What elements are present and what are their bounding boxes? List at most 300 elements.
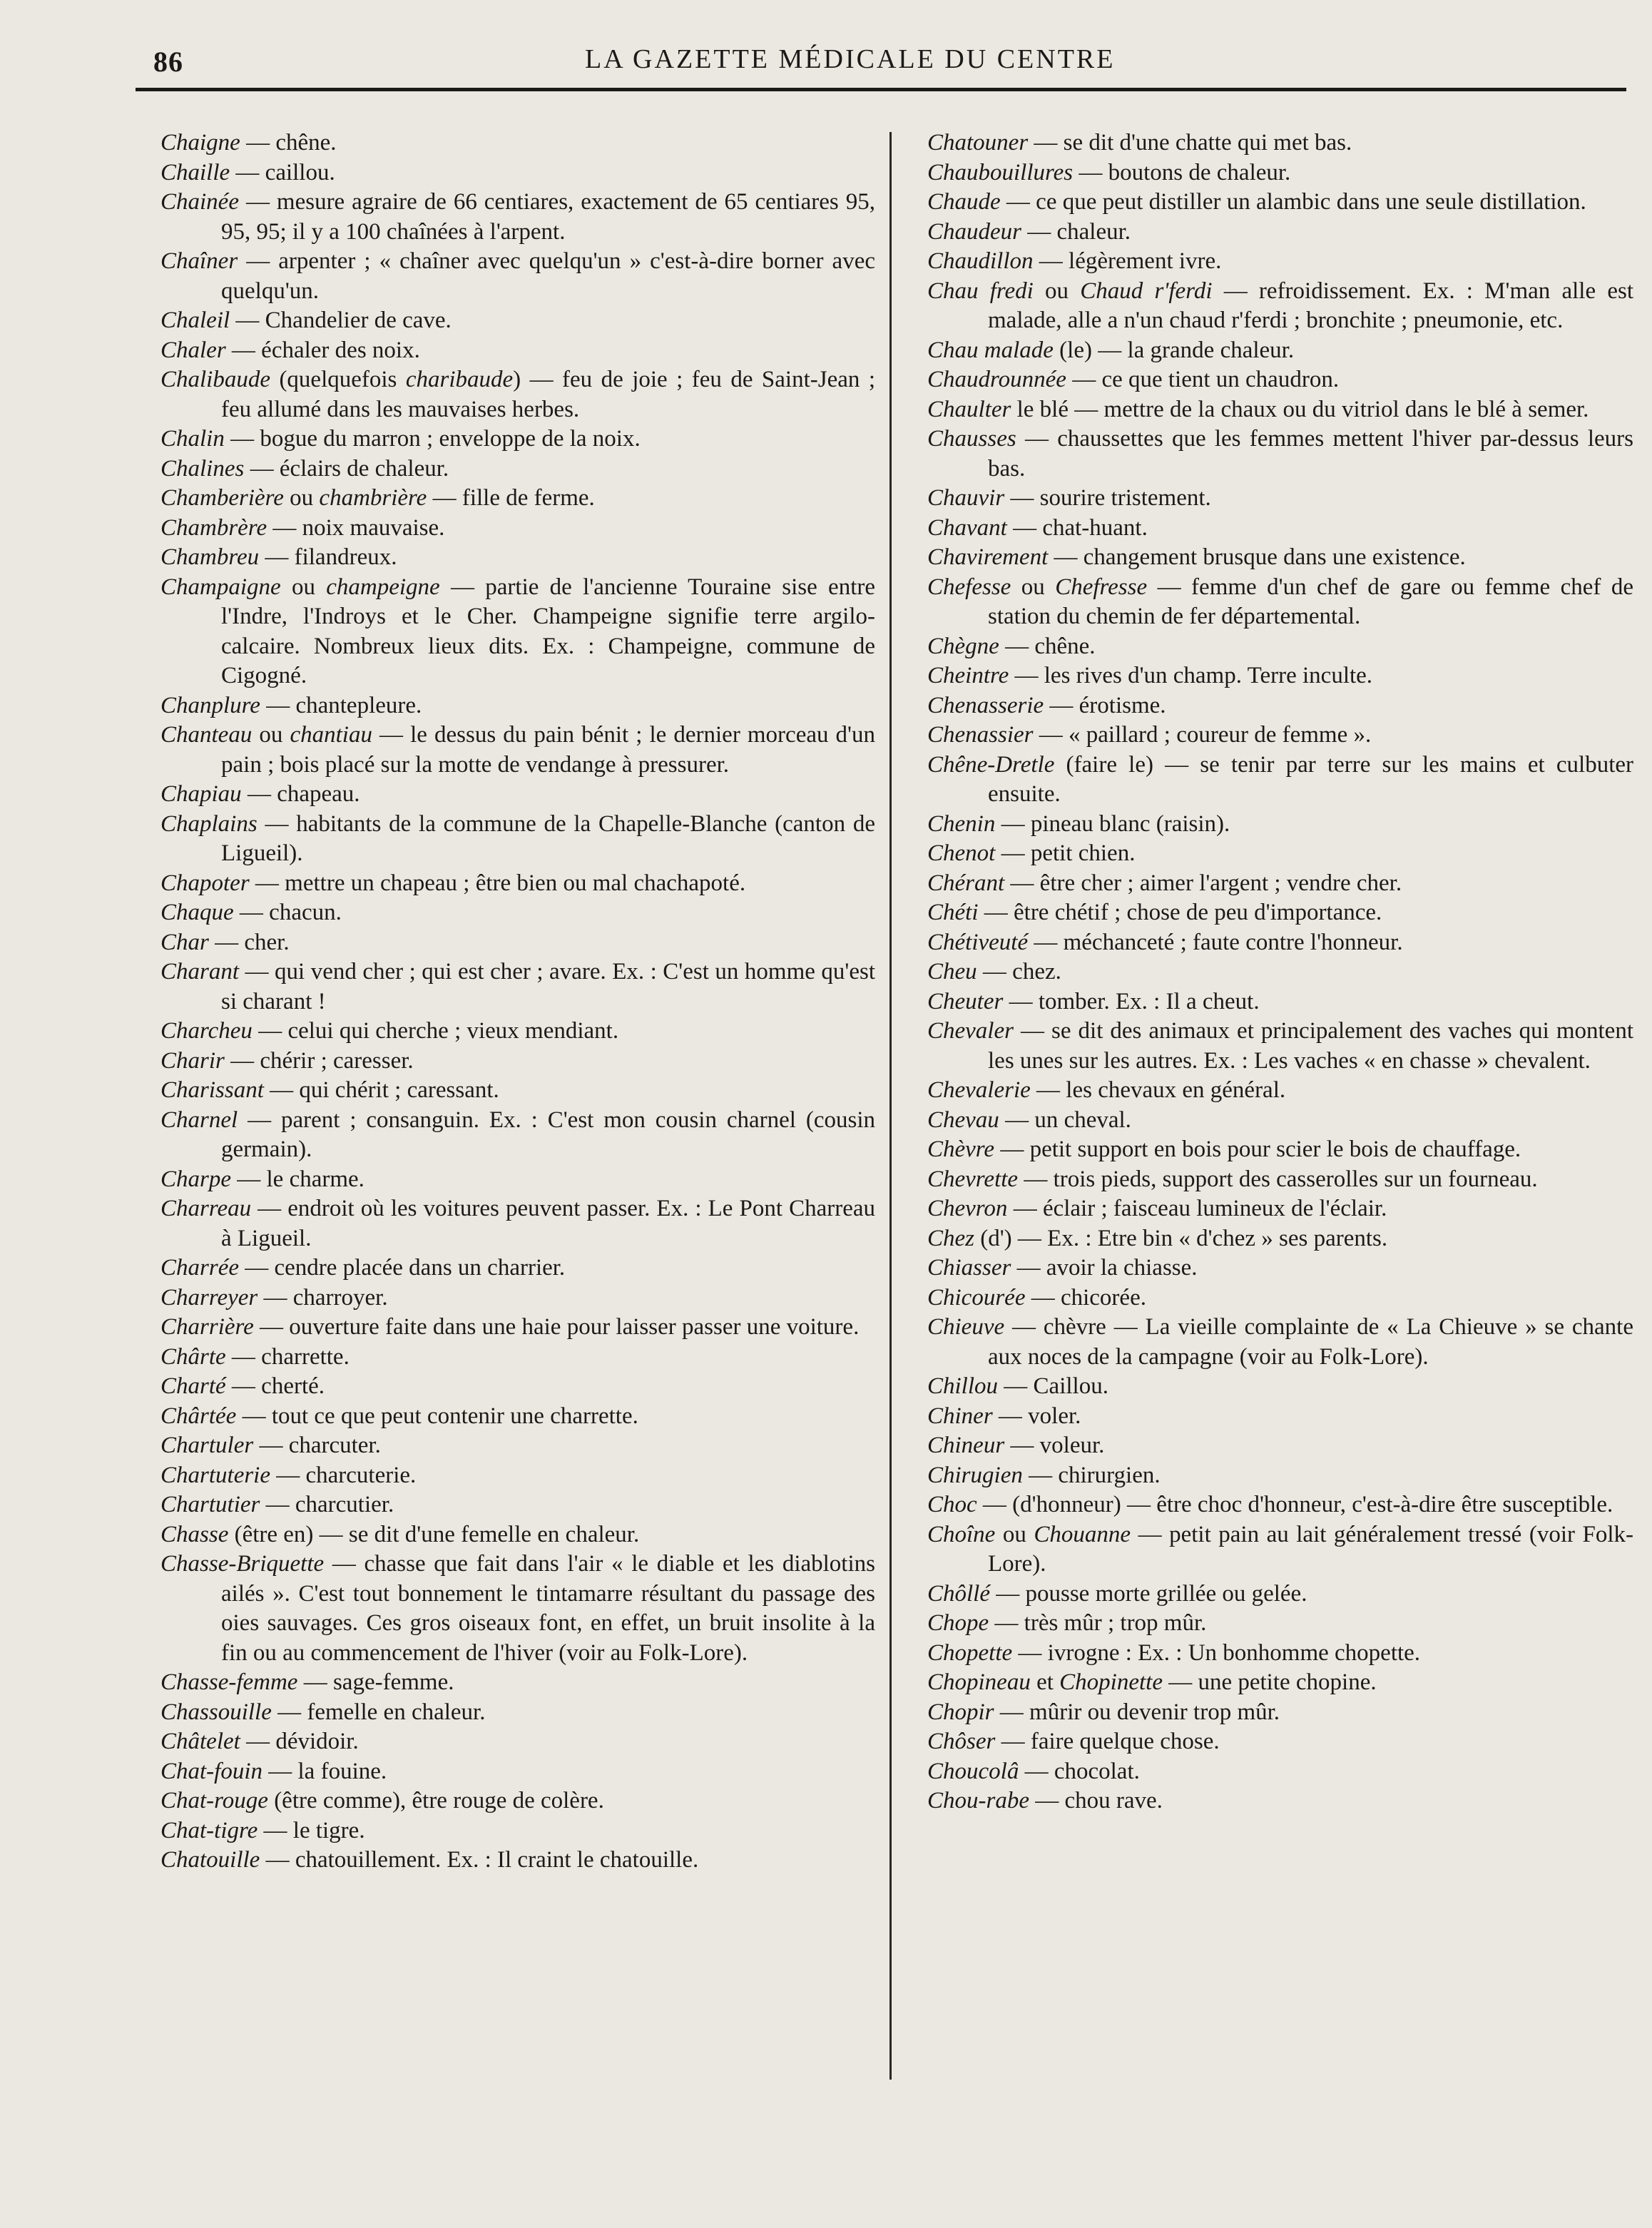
entry-definition: — parent ; consanguin. Ex. : C'est mon cousin charnel (cousin germain). <box>221 1107 875 1162</box>
dictionary-entry <box>927 1786 1633 1816</box>
entry-headword: Chaudrounnée <box>927 367 1066 392</box>
entry-definition: — femme d'un chef de gare ou femme chef de station du chemin de fer départemental. <box>988 574 1633 629</box>
dictionary-entry <box>160 1816 875 1846</box>
entry-headword: Chaudeur <box>927 218 1021 245</box>
entry-definition: — tout ce que peut contenir une charrette. <box>236 1403 638 1429</box>
entry-definition: — chou rave. <box>1029 1788 1163 1814</box>
entry-headword: Chaud r'ferdi <box>1080 278 1213 304</box>
entry-headword: Chausses <box>927 426 1016 452</box>
entry-definition: — ouverture faite dans une haie pour laisser passer une voiture. <box>253 1314 860 1340</box>
dictionary-entry <box>927 1520 1633 1580</box>
entry-headword: Chasse-femme <box>160 1669 298 1695</box>
right-column <box>927 128 1633 1816</box>
dictionary-entry <box>160 188 875 247</box>
header-rule <box>136 88 1626 91</box>
dictionary-entry <box>927 810 1633 840</box>
entry-headword: Chez <box>927 1225 974 1251</box>
dictionary-entry <box>927 1402 1633 1432</box>
dictionary-entry <box>927 869 1633 899</box>
entry-definition: — se dit d'une chatte qui met bas. <box>1028 130 1352 156</box>
entry-definition: — femelle en chaleur. <box>271 1699 486 1725</box>
entry-headword: Chevaler <box>927 1018 1014 1044</box>
entry-headword: Chevau <box>927 1107 999 1133</box>
entry-definition: — (d'honneur) — être choc d'honneur, c'est-à-dire être susceptible. <box>977 1492 1613 1517</box>
dictionary-entry <box>927 158 1633 188</box>
dictionary-entry <box>160 1786 875 1816</box>
entry-headword: Chaîner <box>160 248 238 274</box>
dictionary-entry <box>927 247 1633 277</box>
dictionary-entry <box>927 661 1633 691</box>
dictionary-entry <box>927 1727 1633 1757</box>
entry-headword: Chartutier <box>160 1492 260 1517</box>
entry-headword: Chaubouillures <box>927 159 1074 185</box>
dictionary-entry <box>160 898 875 928</box>
entry-definition: — charroyer. <box>258 1284 388 1311</box>
entry-definition: — éclairs de chaleur. <box>244 455 449 482</box>
dictionary-entry <box>160 957 875 1017</box>
dictionary-entry <box>160 1283 875 1313</box>
dictionary-entry <box>160 691 875 721</box>
entry-headword: Chétiveuté <box>927 929 1029 955</box>
dictionary-entry <box>160 1313 875 1343</box>
entry-definition: ou <box>280 574 327 600</box>
entry-headword: Chaille <box>160 159 230 185</box>
entry-headword: Chôser <box>927 1729 996 1754</box>
entry-definition: — chat-huant. <box>1006 514 1148 541</box>
entry-headword: Chat-tigre <box>160 1817 258 1843</box>
entry-headword: Chaigne <box>160 130 240 156</box>
entry-headword: Chaude <box>927 189 1001 215</box>
dictionary-entry <box>160 1520 875 1550</box>
dictionary-entry <box>927 1313 1633 1372</box>
entry-definition: — chérir ; caresser. <box>224 1047 414 1074</box>
entry-headword: Chaudillon <box>927 248 1034 274</box>
entry-definition: — charcutier. <box>260 1492 394 1517</box>
dictionary-entry <box>927 1017 1633 1076</box>
entry-definition: — chicorée. <box>1025 1284 1146 1311</box>
entry-definition: — chirurgien. <box>1022 1462 1161 1488</box>
entry-definition: — chantepleure. <box>260 692 422 718</box>
dictionary-entry <box>927 1372 1633 1402</box>
entry-definition: — faire quelque chose. <box>995 1729 1220 1754</box>
entry-definition: — mettre un chapeau ; être bien ou mal chachapoté. <box>249 870 746 896</box>
entry-definition: — éclair ; faisceau lumineux de l'éclair. <box>1007 1196 1387 1221</box>
dictionary-entry <box>927 1461 1633 1491</box>
entry-definition: — chaussettes que les femmes mettent l'hiver par-dessus leurs bas. <box>988 426 1633 482</box>
dictionary-entry <box>160 514 875 544</box>
dictionary-entry <box>160 1076 875 1106</box>
dictionary-entry <box>160 573 875 691</box>
dictionary-entry <box>160 365 875 424</box>
entry-definition: — chez. <box>977 959 1061 985</box>
entry-definition: — habitants de la commune de la Chapelle-Blanche (canton de Ligueil). <box>221 810 875 866</box>
entry-definition: — une petite chopine. <box>1162 1669 1377 1695</box>
entry-definition: — noix mauvaise. <box>267 514 445 541</box>
entry-headword: Chevalerie <box>927 1077 1031 1103</box>
entry-headword: Cheu <box>927 959 977 985</box>
entry-headword: Chaplains <box>160 810 258 837</box>
entry-definition: — la fouine. <box>262 1758 387 1784</box>
dictionary-entry <box>927 1194 1633 1224</box>
dictionary-entry <box>160 1017 875 1047</box>
entry-definition: — érotisme. <box>1044 692 1166 718</box>
dictionary-entry <box>160 1047 875 1077</box>
dictionary-entry <box>927 336 1633 366</box>
entry-headword: Chineur <box>927 1433 1005 1458</box>
dictionary-entry <box>160 1253 875 1283</box>
entry-headword: Chapoter <box>160 870 250 896</box>
entry-headword: Chalines <box>160 455 245 482</box>
entry-definition: — filandreux. <box>259 544 397 570</box>
entry-headword: Charté <box>160 1373 226 1399</box>
entry-headword: Chou-rabe <box>927 1788 1029 1814</box>
dictionary-entry <box>160 1343 875 1373</box>
entry-definition: (quelquefois <box>270 367 406 392</box>
dictionary-entry <box>160 1727 875 1757</box>
entry-headword: Chopinette <box>1059 1669 1163 1695</box>
entry-definition: — caillou. <box>230 159 335 185</box>
entry-headword: Chenot <box>927 840 996 866</box>
entry-definition: — les chevaux en général. <box>1030 1077 1286 1103</box>
dictionary-entry <box>927 839 1633 869</box>
dictionary-entry <box>160 484 875 514</box>
dictionary-entry <box>927 721 1633 751</box>
entry-headword: Chevron <box>927 1196 1008 1221</box>
dictionary-entry <box>927 1609 1633 1639</box>
entry-headword: Chalin <box>160 426 225 452</box>
entry-headword: Charrière <box>160 1314 254 1340</box>
entry-headword: Chefresse <box>1055 574 1148 600</box>
entry-headword: Char <box>160 929 209 955</box>
entry-headword: Charpe <box>160 1166 231 1192</box>
entry-headword: Chérant <box>927 870 1005 896</box>
entry-definition: — arpenter ; « chaîner avec quelqu'un » c'est-à-dire borner avec quelqu'un. <box>221 248 875 304</box>
dictionary-entry <box>160 721 875 780</box>
entry-definition: — dévidoir. <box>240 1729 359 1754</box>
dictionary-entry <box>160 454 875 484</box>
dictionary-entry <box>927 1283 1633 1313</box>
entry-headword: Champaigne <box>160 574 281 600</box>
entry-definition: — légèrement ivre. <box>1033 248 1222 274</box>
entry-headword: charibaude <box>405 367 514 392</box>
column-divider <box>889 132 892 2080</box>
entry-definition: — le tigre. <box>258 1817 365 1843</box>
entry-definition: — le dessus du pain bénit ; le dernier morceau d'un pain ; bois placé sur la motte de vendange à pressurer. <box>221 722 876 778</box>
entry-definition: — chatouillement. Ex. : Il craint le chatouille. <box>260 1847 699 1873</box>
entry-headword: Chefesse <box>927 574 1011 600</box>
entry-definition: ) — feu de joie ; feu de Saint-Jean ; feu allumé dans les mauvaises herbes. <box>221 367 875 422</box>
entry-definition: — celui qui cherche ; vieux mendiant. <box>252 1018 619 1044</box>
entry-definition: — chapeau. <box>241 781 360 807</box>
entry-headword: Chenin <box>927 810 996 837</box>
entry-headword: Chârte <box>160 1343 226 1370</box>
entry-definition: (être comme), être rouge de colère. <box>267 1788 604 1814</box>
entry-definition: — pousse morte grillée ou gelée. <box>990 1580 1307 1607</box>
entry-definition: — fille de ferme. <box>427 485 595 511</box>
entry-definition: — cherté. <box>225 1373 325 1399</box>
dictionary-entry <box>160 1461 875 1491</box>
dictionary-entry <box>160 1372 875 1402</box>
dictionary-entry <box>160 1550 875 1668</box>
entry-definition: — qui chérit ; caressant. <box>263 1077 499 1103</box>
dictionary-entry <box>927 1076 1633 1106</box>
entry-definition: — voler. <box>992 1403 1081 1429</box>
entry-headword: Chatouner <box>927 130 1029 156</box>
entry-headword: Chatouille <box>160 1847 260 1873</box>
entry-headword: Charnel <box>160 1107 238 1133</box>
entry-headword: Chat-fouin <box>160 1758 263 1784</box>
entry-definition: — endroit où les voitures peuvent passer. Ex. : Le Pont Charreau à Ligueil. <box>221 1196 875 1251</box>
entry-headword: Chaler <box>160 337 226 363</box>
entry-definition: — qui vend cher ; qui est cher ; avare. Ex. : C'est un homme qu'est si charant ! <box>221 959 875 1014</box>
entry-headword: Chârtée <box>160 1403 237 1429</box>
entry-definition: — ce que tient un chaudron. <box>1066 367 1340 392</box>
dictionary-entry <box>927 632 1633 662</box>
dictionary-entry <box>160 780 875 810</box>
entry-definition: — petit support en bois pour scier le bois de chauffage. <box>994 1136 1521 1162</box>
left-column <box>160 128 875 1876</box>
entry-headword: Chassouille <box>160 1699 272 1725</box>
entry-headword: chambrière <box>319 485 427 511</box>
entry-headword: Chamberière <box>160 485 284 511</box>
dictionary-entry <box>927 751 1633 810</box>
entry-definition: — petit pain au lait généralement tressé (voir Folk-Lore). <box>988 1521 1634 1577</box>
entry-headword: Chêne-Dretle <box>927 751 1055 778</box>
entry-definition: — se dit des animaux et principalement des vaches qui montent les unes sur les autres. Ex. : Les vaches « en chasse » chevalent. <box>988 1018 1633 1074</box>
entry-definition: — ivrogne : Ex. : Un bonhomme chopette. <box>1012 1639 1421 1666</box>
entry-headword: Chauvir <box>927 485 1005 511</box>
dictionary-entry <box>927 1757 1633 1787</box>
entry-definition: et <box>1030 1669 1060 1695</box>
entry-headword: Charreau <box>160 1196 252 1221</box>
entry-headword: Chillou <box>927 1373 999 1399</box>
entry-definition: — bogue du marron ; enveloppe de la noix. <box>224 426 641 452</box>
entry-headword: Chambrère <box>160 514 267 541</box>
entry-definition: — partie de l'ancienne Touraine sise entre l'Indre, l'Indroys et le Cher. Champeigne signifie terre argilo-calcaire. Nombreux lieux dits. Ex. : Champeigne, commune de Cigogné. <box>221 574 875 688</box>
entry-headword: Chambreu <box>160 544 260 570</box>
entry-definition: (d') — Ex. : Etre bin « d'chez » ses parents. <box>974 1225 1388 1251</box>
page-header <box>0 39 1652 82</box>
entry-definition: — mûrir ou devenir trop mûr. <box>994 1699 1280 1725</box>
entry-definition: — charcuterie. <box>270 1462 417 1488</box>
entry-definition: — être cher ; aimer l'argent ; vendre cher. <box>1004 870 1402 896</box>
entry-headword: Chirugien <box>927 1462 1023 1488</box>
entry-headword: Châtelet <box>160 1729 240 1754</box>
entry-headword: Chiasser <box>927 1255 1011 1281</box>
dictionary-entry <box>927 1580 1633 1609</box>
dictionary-entry <box>160 810 875 869</box>
dictionary-entry <box>160 869 875 899</box>
entry-definition: — « paillard ; coureur de femme ». <box>1033 722 1372 748</box>
dictionary-entry <box>927 1106 1633 1136</box>
entry-definition: ou <box>1033 278 1081 304</box>
dictionary-entry <box>927 514 1633 544</box>
entry-definition: (le) — la grande chaleur. <box>1053 337 1295 363</box>
entry-definition: ou <box>995 1521 1034 1547</box>
entry-headword: Chartuler <box>160 1433 254 1458</box>
entry-definition: — les rives d'un champ. Terre inculte. <box>1009 663 1373 688</box>
dictionary-entry <box>927 928 1633 958</box>
entry-definition: — charrette. <box>225 1343 350 1370</box>
entry-headword: Chasse <box>160 1521 229 1547</box>
entry-headword: Charreyer <box>160 1284 258 1311</box>
dictionary-entry <box>160 424 875 454</box>
entry-headword: Charcheu <box>160 1018 253 1044</box>
entry-definition: ou <box>1011 574 1056 600</box>
entry-definition: — pineau blanc (raisin). <box>995 810 1230 837</box>
entry-headword: Chaque <box>160 900 234 925</box>
entry-definition: — un cheval. <box>999 1107 1131 1133</box>
entry-definition: — chasse que fait dans l'air « le diable et les diablotins ailés ». C'est tout bonnement le tintamarre résultant du passage des oies sauvages. Ces gros oiseaux font, en effet, un bruit insolite à la fin ou au commencement de l'hiver (voir au Folk-Lore). <box>221 1551 875 1666</box>
dictionary-entry <box>927 898 1633 928</box>
entry-headword: Chôllé <box>927 1580 990 1607</box>
entry-definition: — Caillou. <box>998 1373 1108 1399</box>
entry-definition: ou <box>252 722 290 748</box>
entry-headword: Chat-rouge <box>160 1788 268 1814</box>
entry-headword: chantiau <box>290 722 372 748</box>
entry-headword: Chenasserie <box>927 692 1044 718</box>
entry-definition: — petit chien. <box>995 840 1136 866</box>
dictionary-entry <box>160 1668 875 1698</box>
entry-definition: (faire le) — se tenir par terre sur les mains et culbuter ensuite. <box>988 751 1633 807</box>
entry-headword: Charant <box>160 959 240 985</box>
entry-headword: Chau fredi <box>927 278 1034 304</box>
dictionary-entry <box>927 1253 1633 1283</box>
dictionary-entry <box>160 1431 875 1461</box>
dictionary-entry <box>927 543 1633 573</box>
entry-headword: Chavant <box>927 514 1007 541</box>
dictionary-entry <box>160 1757 875 1787</box>
entry-headword: Chéti <box>927 900 979 925</box>
entry-definition: — chaleur. <box>1021 218 1131 245</box>
entry-headword: Charir <box>160 1047 225 1074</box>
entry-definition: — Chandelier de cave. <box>230 307 452 333</box>
entry-headword: Charissant <box>160 1077 264 1103</box>
entry-headword: Chopette <box>927 1639 1013 1666</box>
entry-headword: Chèvre <box>927 1136 995 1162</box>
entry-definition: — avoir la chiasse. <box>1011 1255 1198 1281</box>
entry-definition: — charcuter. <box>253 1433 381 1458</box>
dictionary-entry <box>160 1698 875 1728</box>
dictionary-entry <box>927 1224 1633 1254</box>
entry-headword: Choucolâ <box>927 1758 1019 1784</box>
dictionary-entry <box>160 128 875 158</box>
dictionary-entry <box>160 336 875 366</box>
entry-definition: — très mûr ; trop mûr. <box>989 1610 1207 1636</box>
entry-definition: — méchanceté ; faute contre l'honneur. <box>1028 929 1403 955</box>
dictionary-entry <box>160 158 875 188</box>
entry-definition: — mesure agraire de 66 centiares, exactement de 65 centiares 95, 95, 95; il y a 100 chaînées à l'arpent. <box>221 189 875 245</box>
dictionary-entry <box>160 1490 875 1520</box>
entry-headword: champeigne <box>326 574 440 600</box>
journal-title: LA GAZETTE MÉDICALE DU CENTRE <box>585 44 1116 74</box>
entry-headword: Chartuterie <box>160 1462 270 1488</box>
dictionary-entry <box>927 1668 1633 1698</box>
entry-definition: — chocolat. <box>1019 1758 1140 1784</box>
dictionary-entry <box>927 1135 1633 1165</box>
entry-headword: Chaleil <box>160 307 230 333</box>
entry-definition: — trois pieds, support des casserolles sur un fourneau. <box>1018 1166 1538 1192</box>
entry-definition: — sage-femme. <box>297 1669 454 1695</box>
dictionary-entry <box>160 1106 875 1165</box>
entry-headword: Chicourée <box>927 1284 1026 1311</box>
dictionary-entry <box>927 424 1633 484</box>
entry-headword: Chanplure <box>160 692 260 718</box>
entry-definition: — refroidissement. Ex. : M'man alle est malade, alle a n'un chaud r'ferdi ; bronchite ; pneumonie, etc. <box>988 278 1633 333</box>
entry-definition: — changement brusque dans une existence. <box>1048 544 1466 570</box>
dictionary-entry <box>927 277 1633 336</box>
dictionary-entry <box>927 484 1633 514</box>
entry-headword: Chapiau <box>160 781 242 807</box>
dictionary-entry <box>927 128 1633 158</box>
dictionary-entry <box>927 365 1633 395</box>
dictionary-entry <box>160 543 875 573</box>
entry-headword: Chanteau <box>160 722 253 748</box>
entry-definition: — cher. <box>208 929 290 955</box>
entry-definition: — chacun. <box>233 900 342 925</box>
entry-headword: Choîne <box>927 1521 996 1547</box>
entry-definition: (être en) — se dit d'une femelle en chaleur. <box>228 1521 640 1547</box>
entry-headword: Chopineau <box>927 1669 1031 1695</box>
entry-headword: Chainée <box>160 189 239 215</box>
dictionary-entry <box>927 987 1633 1017</box>
entry-headword: Cheuter <box>927 988 1004 1014</box>
entry-headword: Choc <box>927 1492 977 1517</box>
entry-headword: Charrée <box>160 1255 239 1281</box>
entry-headword: Chalibaude <box>160 367 270 392</box>
entry-definition: — le charme. <box>231 1166 364 1192</box>
dictionary-entry <box>927 1698 1633 1728</box>
dictionary-entry <box>160 928 875 958</box>
dictionary-entry <box>160 247 875 306</box>
entry-definition: — tomber. Ex. : Il a cheut. <box>1003 988 1260 1014</box>
entry-definition: le blé — mettre de la chaux ou du vitriol dans le blé à semer. <box>1011 396 1589 422</box>
entry-headword: Chègne <box>927 633 999 659</box>
entry-headword: Chasse-Briquette <box>160 1551 325 1577</box>
entry-headword: Chope <box>927 1610 989 1636</box>
entry-definition: — cendre placée dans un charrier. <box>239 1255 566 1281</box>
dictionary-entry <box>927 691 1633 721</box>
dictionary-entry <box>927 1490 1633 1520</box>
entry-definition: — chèvre — La vieille complainte de « La Chieuve » se chante aux noces de la campagne (voir au Folk-Lore). <box>988 1314 1633 1370</box>
entry-headword: Chiner <box>927 1403 993 1429</box>
dictionary-entry <box>160 1846 875 1876</box>
entry-headword: Chau malade <box>927 337 1054 363</box>
dictionary-entry <box>927 573 1633 632</box>
dictionary-entry <box>927 1639 1633 1669</box>
entry-headword: Chouanne <box>1034 1521 1131 1547</box>
dictionary-entry <box>160 1402 875 1432</box>
dictionary-entry <box>927 957 1633 987</box>
entry-definition: — chêne. <box>999 633 1096 659</box>
dictionary-entry <box>927 218 1633 248</box>
dictionary-entry <box>927 395 1633 425</box>
entry-definition: — échaler des noix. <box>225 337 420 363</box>
entry-definition: — boutons de chaleur. <box>1073 159 1291 185</box>
dictionary-entry <box>927 1431 1633 1461</box>
entry-definition: — voleur. <box>1004 1433 1105 1458</box>
entry-headword: Chaulter <box>927 396 1011 422</box>
entry-headword: Chenassier <box>927 722 1034 748</box>
entry-definition: ou <box>283 485 320 511</box>
entry-definition: — être chétif ; chose de peu d'importance. <box>978 900 1382 925</box>
entry-definition: — sourire tristement. <box>1004 485 1211 511</box>
dictionary-entry <box>927 1165 1633 1195</box>
entry-headword: Chevrette <box>927 1166 1019 1192</box>
dictionary-entry <box>160 1165 875 1195</box>
entry-definition: — chêne. <box>240 130 337 156</box>
page-number: 86 <box>153 46 183 78</box>
